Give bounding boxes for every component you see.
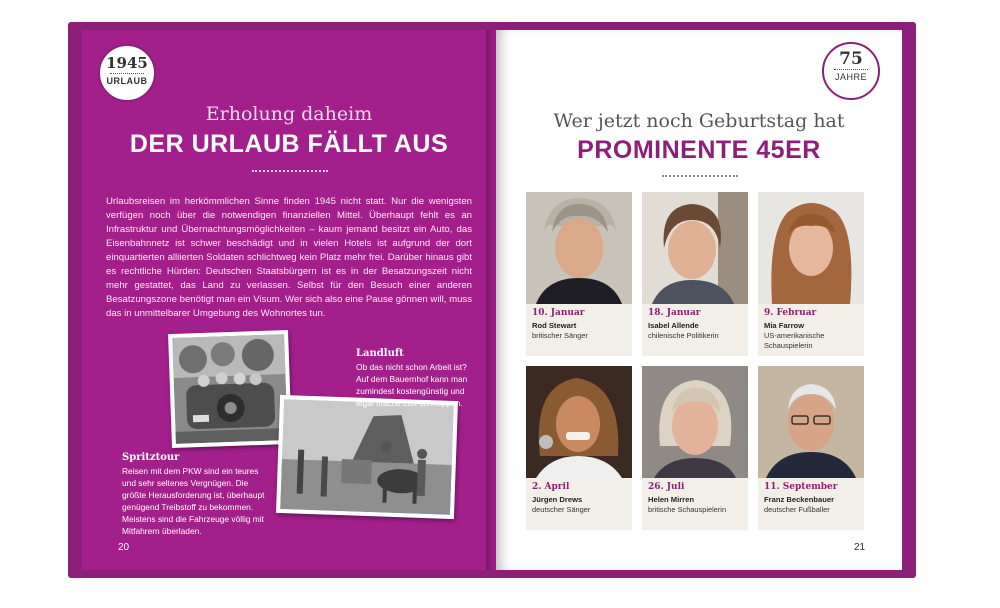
birth-date: 9. Februar xyxy=(764,308,817,318)
page-title: PROMINENTE 45ER xyxy=(577,136,821,164)
badge-divider xyxy=(834,69,868,70)
title-divider xyxy=(252,170,328,172)
caption-spritztour-text: Reisen mit dem PKW sind ein teures und sehr seltenes Vergnügen. Die größte Herausforderung ist, überhaupt genügend Treibstoff zu bekommen. Meistens sind die Fahrzeuge völlig mit Mitfahrern überladen. xyxy=(122,466,265,536)
portrait-photo xyxy=(526,366,632,478)
badge-label: URLAUB xyxy=(106,76,148,86)
badge-divider xyxy=(110,73,144,74)
birth-date: 2. April xyxy=(532,482,570,492)
person-card xyxy=(758,366,864,530)
portrait-photo xyxy=(642,366,748,478)
badge-label: JAHRE xyxy=(834,72,867,82)
person-name: Rod Stewart xyxy=(532,321,577,330)
person-description: britische Schauspielerin xyxy=(648,505,727,514)
badge-year: 1945 xyxy=(106,54,148,72)
birth-date: 10. Januar xyxy=(532,308,585,318)
page-kicker: Wer jetzt noch Geburtstag hat xyxy=(553,110,845,132)
portrait-photo xyxy=(642,192,748,304)
caption-landluft-title: Landluft xyxy=(356,348,404,359)
person-name: Franz Beckenbauer xyxy=(764,495,835,504)
person-card xyxy=(526,366,632,530)
portrait-photo xyxy=(526,192,632,304)
open-book xyxy=(68,22,916,578)
left-page xyxy=(82,30,496,570)
person-card xyxy=(642,192,748,356)
person-name: Helen Mirren xyxy=(648,495,694,504)
page-number-left: 20 xyxy=(118,542,130,553)
portrait-photo xyxy=(758,366,864,478)
portrait-photo xyxy=(758,192,864,304)
birth-date: 11. September xyxy=(764,482,838,492)
right-page xyxy=(496,30,902,570)
caption-spritztour xyxy=(122,452,266,537)
page-title: DER URLAUB FÄLLT AUS xyxy=(129,130,449,158)
person-description: britischer Sänger xyxy=(532,331,588,340)
person-name: Mia Farrow xyxy=(764,321,805,330)
person-name: Jürgen Drews xyxy=(532,495,583,504)
article-body: Urlaubsreisen im herkömmlichen Sinne finden 1945 nicht statt. Nur die wenigsten verfügen noch über die notwendigen finanziellen Mittel. Überhaupt fehlt es an Infrastruktur und Übernachtungsmöglichkeiten – kaum jemand besitzt ein Auto, das Eisenbahnnetz ist schwer beschädigt und in vielen Hotels ist aufgrund der dort einquartierten alliierten Soldaten schlichtweg kein Platz mehr frei. Darüber hinaus gibt es rechtliche Hürden: Deutschen Staatsbürgern ist es in der Besatzungszeit nicht mehr gestattet, das Land zu verlassen. Selbst für den Besuch einer anderen Besatzungszone benötigt man ein Visum. Wer sich also eine Pause gönnen will, muss das in unmittelbarer Umgebung des Wohnortes tun. xyxy=(106,196,473,319)
caption-landluft xyxy=(356,348,474,409)
birth-date: 26. Juli xyxy=(648,482,685,492)
person-card xyxy=(758,192,864,356)
badge-year: 75 xyxy=(839,49,863,69)
person-description: deutscher Sänger xyxy=(532,505,591,514)
year-badge-left xyxy=(98,44,156,102)
year-badge-right xyxy=(822,42,880,100)
page-kicker: Erholung daheim xyxy=(205,103,373,125)
page-number-right: 21 xyxy=(854,542,866,553)
photo-car xyxy=(168,330,292,448)
person-description: US-amerikanische Schauspielerin xyxy=(764,331,825,350)
person-description: deutscher Fußballer xyxy=(764,505,830,514)
caption-landluft-text: Ob das nicht schon Arbeit ist? Auf dem Bauernhof kann man zumindest kostengünstig und legal frische Luft schnappen. xyxy=(356,362,468,408)
title-divider xyxy=(662,175,738,177)
person-description: chilenische Politikerin xyxy=(648,331,719,340)
person-card xyxy=(526,192,632,356)
birth-date: 18. Januar xyxy=(648,308,701,318)
person-card xyxy=(642,366,748,530)
photo-farm xyxy=(276,395,458,519)
person-name: Isabel Allende xyxy=(648,321,699,330)
caption-spritztour-title: Spritztour xyxy=(122,452,180,463)
